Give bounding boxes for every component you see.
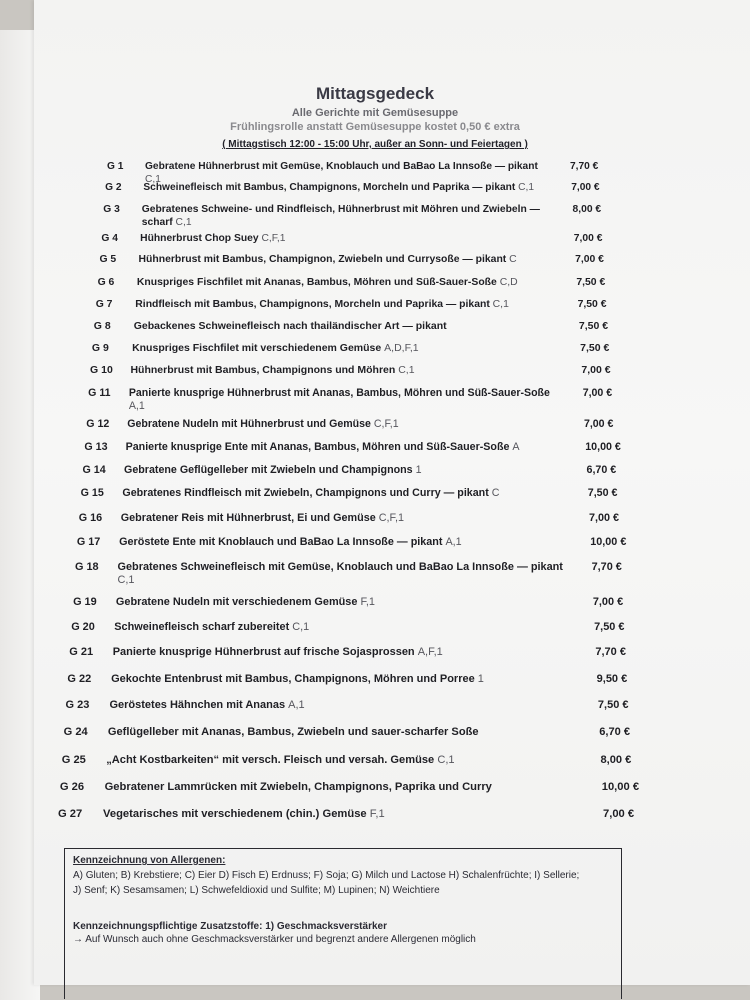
- menu-item-name-text: Hühnerbrust Chop Suey: [140, 233, 259, 244]
- menu-item-name-text: Gebratener Reis mit Hühnerbrust, Ei und Gemüse: [120, 512, 376, 524]
- menu-item-name-text: Gebratenes Schweine- und Rindfleisch, Hühnerbrust mit Möhren und Zwiebeln — scharf: [141, 204, 540, 228]
- menu-item-name-text: Knuspriges Fischfilet mit Ananas, Bambus, Möhren und Süß-Sauer-Soße: [136, 277, 497, 288]
- menu-item-name-text: Gebratener Lammrücken mit Zwiebeln, Champignons, Paprika und Curry: [104, 781, 492, 793]
- menu-item-price: 7,50 €: [577, 299, 607, 310]
- menu-item-name-text: Gebratenes Rindfleisch mit Zwiebeln, Champignons und Curry — pikant: [122, 487, 489, 499]
- menu-item-allergens: C: [491, 487, 500, 499]
- menu-item-name: [129, 387, 561, 413]
- menu-item-allergens: C,1: [117, 574, 135, 586]
- menu-item-name-text: Panierte knusprige Hühnerbrust mit Ananas, Bambus, Möhren und Süß-Sauer-Soße: [128, 387, 550, 399]
- menu-item-price: 7,70 €: [595, 646, 626, 658]
- on-request-note: → Auf Wunsch auch ohne Geschmacksverstärker und begrenzt andere Allergenen möglich: [73, 934, 476, 945]
- menu-item-name: [124, 464, 565, 477]
- additives-line: Kennzeichnungspflichtige Zusatzstoffe: 1) Geschmacksverstärker: [73, 921, 387, 932]
- menu-item-name: [127, 418, 562, 431]
- menu-item-price: 8,00 €: [600, 754, 632, 766]
- menu-item-price: 7,50 €: [580, 342, 610, 354]
- menu-item-name: [119, 536, 568, 549]
- menu-item-code: G 15: [80, 487, 104, 499]
- menu-item-name: [111, 673, 575, 686]
- menu-item-allergens: C,F,1: [378, 512, 404, 524]
- menu-item-name: [103, 808, 581, 821]
- menu-item-name-text: Gebackenes Schweinefleisch nach thailändischer Art — pikant: [133, 320, 447, 332]
- menu-item-code: G 11: [88, 387, 111, 399]
- menu-item-code: G 10: [90, 364, 113, 376]
- menu-item-name: [126, 441, 564, 454]
- menu-item-name: [122, 487, 565, 500]
- menu-item-name: [113, 646, 574, 659]
- menu-item-name-text: Panierte knusprige Hühnerbrust auf frische Sojasprossen: [112, 646, 415, 658]
- menu-item-allergens: C,1: [398, 364, 415, 376]
- menu-item-code: G 25: [61, 754, 86, 766]
- menu-item-price: 6,70 €: [599, 726, 631, 738]
- menu-item-name-text: Hühnerbrust mit Bambus, Champignon, Zwiebeln und Currysoße — pikant: [138, 254, 507, 265]
- menu-item-code: G 7: [95, 299, 113, 310]
- menu-item-code: G 26: [59, 781, 85, 793]
- menu-item-name: [139, 253, 554, 266]
- menu-item-allergens: C,F,1: [373, 418, 399, 430]
- menu-item-code: G 1: [107, 161, 124, 172]
- menu-item-code: G 9: [91, 342, 109, 354]
- menu-item-allergens: C,1: [492, 299, 509, 310]
- menu-item-name-text: Knuspriges Fischfilet mit verschiedenem Gemüse: [132, 342, 382, 354]
- menu-item-name-text: Rindfleisch mit Bambus, Champignons, Morcheln und Paprika — pikant: [135, 299, 490, 310]
- menu-item-name: [130, 364, 559, 377]
- allergen-heading: Kennzeichnung von Allergenen:: [73, 855, 226, 866]
- menu-item-name: [140, 232, 552, 245]
- menu-item-allergens: A,D,F,1: [384, 342, 419, 354]
- menu-item-name-text: Gebratene Nudeln mit Hühnerbrust und Gemüse: [127, 418, 371, 430]
- menu-item-price: 7,00 €: [592, 596, 624, 608]
- menu-item-code: G 27: [58, 808, 83, 820]
- menu-item-code: G 2: [105, 182, 122, 193]
- menu-item-price: 7,50 €: [578, 320, 609, 332]
- menu-item-name-text: Panierte knusprige Ente mit Ananas, Bambus, Möhren und Süß-Sauer-Soße: [125, 441, 510, 453]
- menu-item-price: 10,00 €: [585, 441, 621, 453]
- menu-item-price: 7,00 €: [575, 254, 604, 265]
- menu-item-name-text: Geröstetes Hähnchen mit Ananas: [109, 699, 286, 711]
- menu-item-code: G 14: [82, 464, 106, 476]
- menu-item-name-text: Hühnerbrust mit Bambus, Champignons und Möhren: [130, 364, 396, 376]
- menu-item-name-text: Gebratene Geflügelleber mit Zwiebeln und Champignons: [124, 464, 413, 476]
- menu-item-allergens: F,1: [360, 596, 375, 608]
- menu-item-price: 7,00 €: [581, 364, 611, 376]
- menu-item-allergens: A,1: [445, 536, 462, 548]
- menu-item-code: G 24: [63, 726, 88, 738]
- menu-item-code: G 18: [74, 561, 99, 573]
- allergen-legend: [64, 848, 622, 999]
- menu-item-price: 7,00 €: [573, 233, 603, 244]
- menu-item-name-text: Gebratene Nudeln mit verschiedenem Gemüse: [115, 596, 358, 608]
- menu-item-code: G 16: [78, 512, 103, 524]
- menu-item-code: G 5: [99, 254, 117, 265]
- menu-item-code: G 6: [97, 277, 115, 288]
- menu-item-name: [118, 561, 570, 587]
- menu-item-allergens: C,D: [499, 277, 518, 288]
- menu-item-allergens: C,1: [518, 182, 534, 193]
- menu-item-code: G 20: [71, 621, 95, 633]
- menu-item-code: G 22: [67, 673, 92, 685]
- menu-item-name: [105, 781, 580, 794]
- menu-item-allergens: 1: [477, 673, 484, 685]
- menu-item-name: [114, 621, 572, 634]
- menu-item-price: 7,00 €: [582, 387, 613, 399]
- menu-item-allergens: F,1: [369, 808, 385, 820]
- menu-item-price: 7,50 €: [597, 699, 629, 711]
- menu-item-name-text: Schweinefleisch scharf zubereitet: [114, 621, 290, 633]
- menu-item-name: [108, 726, 577, 739]
- spring-roll-note: Frühlingsrolle anstatt Gemüsesuppe kostet 0,50 € extra: [230, 121, 520, 133]
- menu-item-allergens: C: [509, 254, 517, 265]
- menu-item-price: 7,50 €: [576, 277, 606, 288]
- menu-item-code: G 8: [93, 320, 111, 332]
- menu-item-code: G 23: [65, 699, 90, 711]
- menu-item-code: G 13: [84, 441, 108, 453]
- lunch-hours: ( Mittagstisch 12:00 - 15:00 Uhr, außer an Sonn- und Feiertagen ): [222, 139, 528, 150]
- menu-item-price: 7,00 €: [603, 808, 635, 820]
- subtitle: Alle Gerichte mit Gemüsesuppe: [291, 107, 459, 119]
- menu-item-name-text: Geflügelleber mit Ananas, Bambus, Zwiebeln und sauer-scharfer Soße: [107, 726, 479, 738]
- menu-item-price: 10,00 €: [590, 536, 627, 548]
- menu-item-name: [116, 596, 571, 609]
- menu-item-name-text: Gebratenes Schweinefleisch mit Gemüse, Knoblauch und BaBao La Innsoße — pikant: [117, 561, 563, 573]
- menu-item-code: G 21: [69, 646, 94, 658]
- page-title: Mittagsgedeck: [315, 84, 435, 103]
- menu-item-name: [137, 276, 554, 289]
- menu-item-allergens: C,1: [292, 621, 310, 633]
- menu-item-price: 7,00 €: [589, 512, 620, 524]
- menu-item-allergens: C,1: [175, 217, 192, 228]
- menu-item-price: 7,70 €: [591, 561, 622, 573]
- menu-item-code: G 17: [76, 536, 101, 548]
- menu-item-name: [135, 298, 555, 311]
- menu-item-allergens: C,F,1: [261, 233, 286, 244]
- menu-item-price: 7,70 €: [570, 161, 599, 172]
- menu-item-name-text: Vegetarisches mit verschiedenem (chin.) Gemüse: [103, 808, 367, 820]
- menu-item-price: 6,70 €: [586, 464, 617, 476]
- menu-item-name-text: „Acht Kostbarkeiten“ mit versch. Fleisch und versah. Gemüse: [106, 754, 435, 766]
- menu-item-price: 8,00 €: [572, 204, 602, 215]
- menu-item-name: [132, 342, 558, 355]
- menu-item-code: G 4: [101, 233, 118, 244]
- menu-item-price: 9,50 €: [596, 673, 628, 685]
- menu-item-price: 7,50 €: [587, 487, 618, 499]
- menu-item-allergens: A,1: [128, 400, 145, 412]
- allergen-line-2: J) Senf; K) Sesamsamen; L) Schwefeldioxid und Sulfite; M) Lupinen; N) Weichtiere: [73, 885, 440, 896]
- menu-item-name: [143, 181, 549, 194]
- menu-item-name-text: Schweinefleisch mit Bambus, Champignons, Morcheln und Paprika — pikant: [143, 182, 516, 193]
- menu-item-name-text: Geröstete Ente mit Knoblauch und BaBao La Innsoße — pikant: [119, 536, 443, 548]
- menu-item-name: [142, 203, 551, 229]
- menu-item-name: [109, 699, 575, 712]
- menu-item-name: [106, 754, 578, 767]
- menu-item-allergens: A,1: [288, 699, 305, 711]
- menu-item-price: 10,00 €: [601, 781, 640, 793]
- menu-item-name: [121, 512, 567, 525]
- allergen-line-1: A) Gluten; B) Krebstiere; C) Eier D) Fisch E) Erdnuss; F) Soja; G) Milch und Lactose H) Schalenfrüchte; I) Sellerie;: [73, 870, 580, 881]
- menu-item-price: 7,00 €: [583, 418, 614, 430]
- menu-item-allergens: C,1: [437, 754, 455, 766]
- menu-item-allergens: 1: [415, 464, 422, 476]
- menu-item-code: G 19: [73, 596, 97, 608]
- menu-item-allergens: A: [512, 441, 520, 453]
- menu-item-allergens: C,1: [145, 174, 161, 185]
- menu-item-name-text: Gekochte Entenbrust mit Bambus, Champignons, Möhren und Porree: [111, 673, 475, 685]
- menu-item-name-text: Gebratene Hühnerbrust mit Gemüse, Knoblauch und BaBao La Innsoße — pikant: [145, 161, 538, 172]
- menu-item-code: G 3: [103, 204, 120, 215]
- menu-item-name: [134, 320, 557, 333]
- menu-item-code: G 12: [86, 418, 110, 430]
- menu-item-price: 7,50 €: [594, 621, 625, 633]
- menu-item-allergens: A,F,1: [417, 646, 443, 658]
- menu-item-price: 7,00 €: [571, 182, 600, 193]
